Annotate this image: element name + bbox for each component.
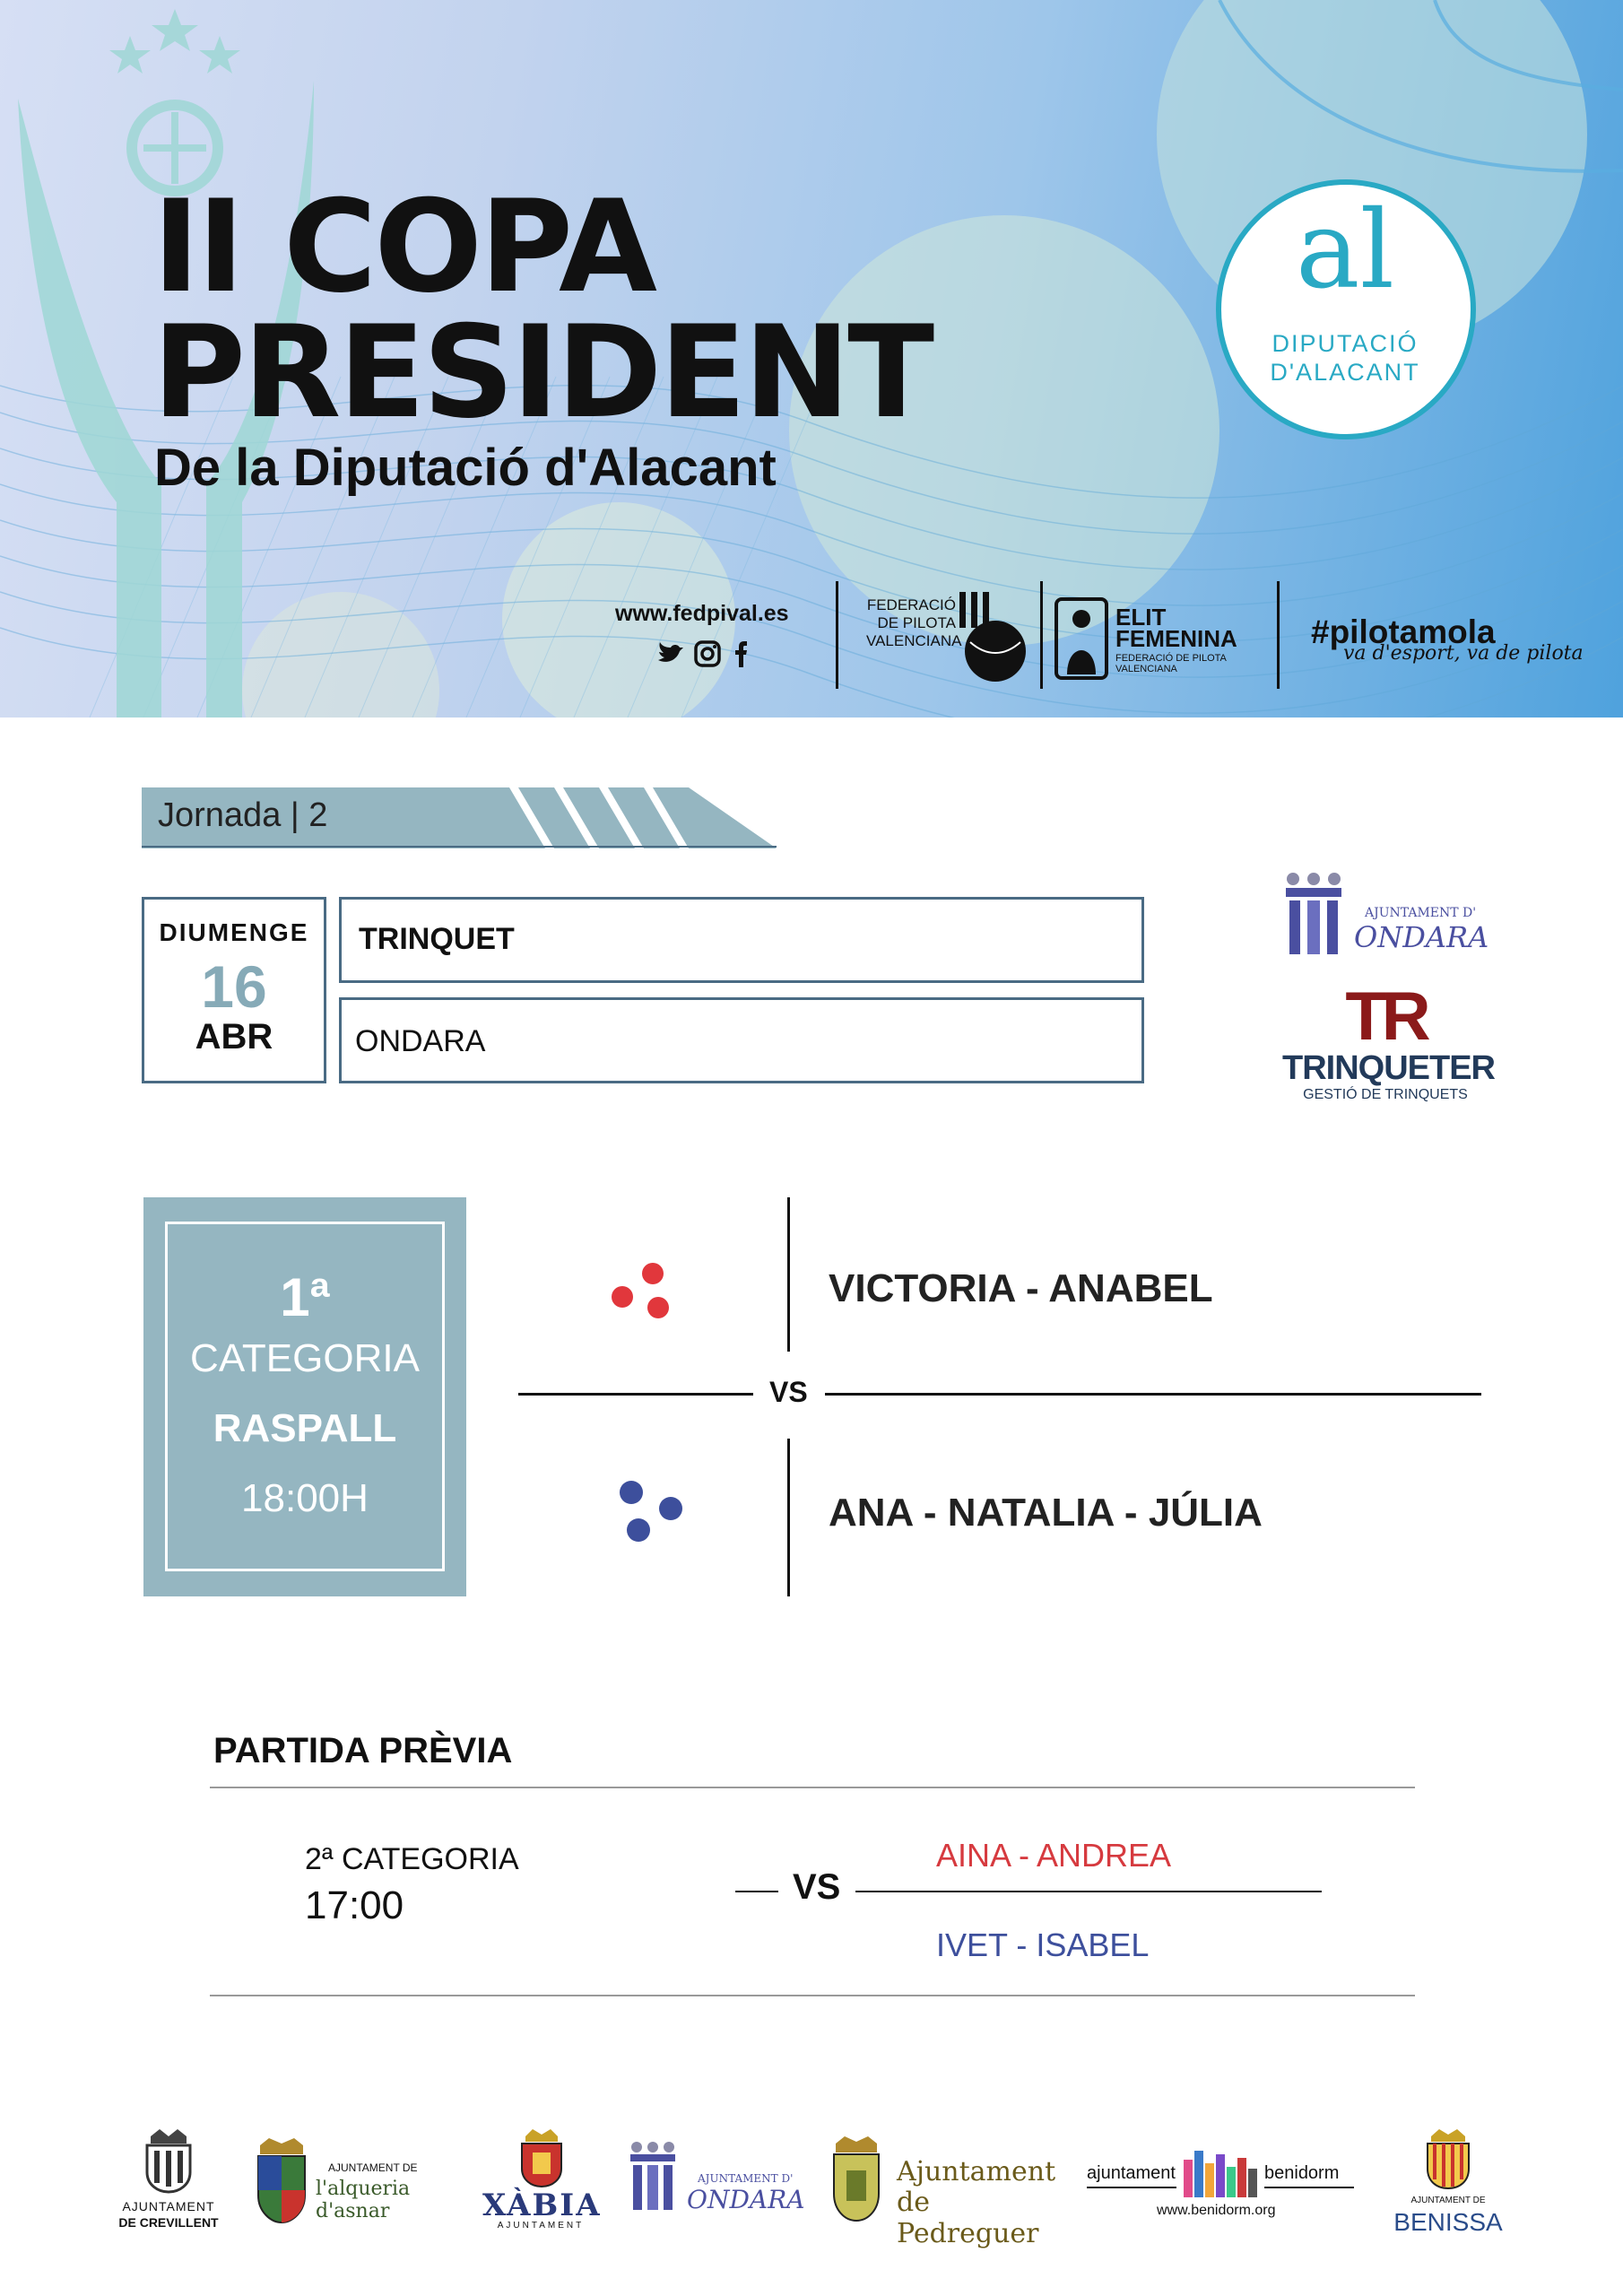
trinqueter-sub: GESTIÓ DE TRINQUETS bbox=[1303, 1087, 1468, 1102]
elit-logo-line1: ELIT bbox=[1115, 604, 1167, 631]
diputacio-logo-line2: D'ALACANT bbox=[1270, 359, 1420, 386]
ondara-crest-icon bbox=[1282, 870, 1345, 969]
ondara-footer-logo bbox=[628, 2127, 803, 2235]
benidorm-logo bbox=[1087, 2127, 1356, 2235]
benissa-line1: AJUNTAMENT DE bbox=[1410, 2196, 1486, 2205]
ondara-footer-line1: AJUNTAMENT D' bbox=[698, 2172, 794, 2185]
crevillent-line2: DE CREVILLENT bbox=[118, 2215, 219, 2230]
federacio-logo-text: FEDERACIÓ DE PILOTA VALENCIANA bbox=[866, 596, 962, 649]
instagram-icon[interactable] bbox=[696, 642, 719, 665]
ondara-logo-line1: AJUNTAMENT D' bbox=[1365, 906, 1477, 920]
team-blue: ANA - NATALIA - JÚLIA bbox=[829, 1491, 1263, 1535]
team-divider-bottom bbox=[787, 1439, 790, 1596]
diputacio-logo-mark: al bbox=[1296, 188, 1394, 313]
header-separator bbox=[1277, 581, 1280, 689]
pedreguer-crest-icon bbox=[830, 2135, 882, 2224]
ondara-logo bbox=[1282, 870, 1488, 969]
subtitle: De la Diputació d'Alacant bbox=[154, 439, 777, 497]
benissa-line2: BENISSA bbox=[1393, 2208, 1503, 2236]
elit-femenina-logo bbox=[1055, 597, 1108, 680]
match-time: 18:00H bbox=[241, 1476, 369, 1520]
date-day: 16 bbox=[201, 953, 267, 1020]
date-weekday: DIUMENGE bbox=[159, 918, 309, 946]
previa-bottom-rule bbox=[210, 1995, 1415, 1996]
xabia-line2: AJUNTAMENT bbox=[497, 2221, 585, 2231]
hashtag: #pilotamola bbox=[1311, 613, 1496, 650]
title-line-2: PRESIDENT bbox=[152, 299, 933, 447]
social-icons bbox=[656, 639, 755, 671]
vs-line-left bbox=[518, 1393, 753, 1396]
pedreguer-logo bbox=[830, 2127, 1063, 2249]
red-team-balls-icon bbox=[606, 1261, 678, 1324]
elit-logo-line3: FEDERACIÓ DE PILOTA VALENCIANA bbox=[1115, 653, 1227, 674]
pedreguer-line1: Ajuntament bbox=[897, 2156, 1056, 2187]
crevillent-line1: AJUNTAMENT bbox=[122, 2199, 215, 2213]
previa-category: 2ª CATEGORIA bbox=[305, 1842, 519, 1876]
previa-team-blue: IVET - ISABEL bbox=[936, 1926, 1150, 1963]
venue-city: ONDARA bbox=[355, 1024, 486, 1058]
alqueria-asnar-logo bbox=[255, 2127, 457, 2235]
header-separator bbox=[836, 581, 838, 689]
alqueria-line2: l'alqueria d'asnar bbox=[316, 2178, 411, 2222]
diputacio-logo-line1: DIPUTACIÓ bbox=[1271, 330, 1419, 357]
xabia-crest-icon bbox=[518, 2127, 565, 2188]
category-number: 1ª bbox=[280, 1267, 330, 1327]
benidorm-left: ajuntament bbox=[1087, 2163, 1176, 2183]
crevillent-crest-icon bbox=[142, 2127, 195, 2194]
benidorm-rule-left bbox=[1087, 2187, 1176, 2188]
elit-logo-line2: FEMENINA bbox=[1115, 625, 1237, 652]
crevillent-logo bbox=[106, 2127, 231, 2235]
twitter-icon[interactable] bbox=[658, 642, 683, 662]
website-link[interactable]: www.fedpival.es bbox=[615, 601, 789, 626]
previa-vs-label: VS bbox=[793, 1867, 841, 1907]
benidorm-rule-right bbox=[1264, 2187, 1354, 2188]
facebook-icon[interactable] bbox=[735, 641, 747, 667]
header-separator bbox=[1040, 581, 1043, 689]
benissa-logo bbox=[1381, 2127, 1515, 2235]
trinqueter-name: TRINQUETER bbox=[1282, 1049, 1495, 1087]
previa-top-rule bbox=[210, 1787, 1415, 1788]
xabia-line1: XÀBIA bbox=[482, 2187, 602, 2223]
xabia-logo bbox=[482, 2127, 602, 2235]
category-word: CATEGORIA bbox=[190, 1336, 420, 1380]
ondara-footer-line2: ONDARA bbox=[687, 2185, 805, 2214]
trinqueter-mark: TR bbox=[1345, 978, 1426, 1055]
previa-time: 17:00 bbox=[305, 1883, 404, 1927]
vs-line-right bbox=[825, 1393, 1481, 1396]
benidorm-skyline-icon bbox=[1184, 2151, 1261, 2197]
blue-team-balls-icon bbox=[615, 1476, 687, 1548]
team-divider-top bbox=[787, 1197, 790, 1352]
jornada-label: Jornada | 2 bbox=[158, 796, 328, 834]
previa-team-red: AINA - ANDREA bbox=[936, 1837, 1172, 1874]
ondara-footer-crest-icon bbox=[628, 2140, 678, 2221]
previa-title: PARTIDA PRÈVIA bbox=[213, 1731, 513, 1770]
alqueria-line1: AJUNTAMENT DE bbox=[328, 2161, 418, 2174]
hashtag-slogan: va d'esport, va de pilota bbox=[1343, 642, 1584, 665]
previa-vs-line-right bbox=[855, 1891, 1322, 1892]
vs-label: VS bbox=[769, 1376, 808, 1408]
modality: RASPALL bbox=[213, 1406, 397, 1450]
alqueria-crest-icon bbox=[255, 2136, 308, 2226]
date-month: ABR bbox=[195, 1017, 273, 1057]
venue-type: TRINQUET bbox=[359, 922, 515, 956]
benissa-crest-icon bbox=[1424, 2127, 1472, 2190]
title-line-1: II COPA bbox=[152, 173, 655, 321]
previa-vs-line-left bbox=[735, 1891, 778, 1892]
ondara-logo-line2: ONDARA bbox=[1354, 920, 1489, 954]
benidorm-right: benidorm bbox=[1264, 2163, 1340, 2183]
team-red: VICTORIA - ANABEL bbox=[829, 1266, 1213, 1310]
pedreguer-line2: de Pedreguer bbox=[897, 2187, 1039, 2249]
federacio-logo bbox=[959, 592, 1028, 683]
benidorm-url: www.benidorm.org bbox=[1157, 2203, 1276, 2218]
trinqueter-logo bbox=[1282, 978, 1495, 1109]
header-banner bbox=[0, 0, 1623, 718]
